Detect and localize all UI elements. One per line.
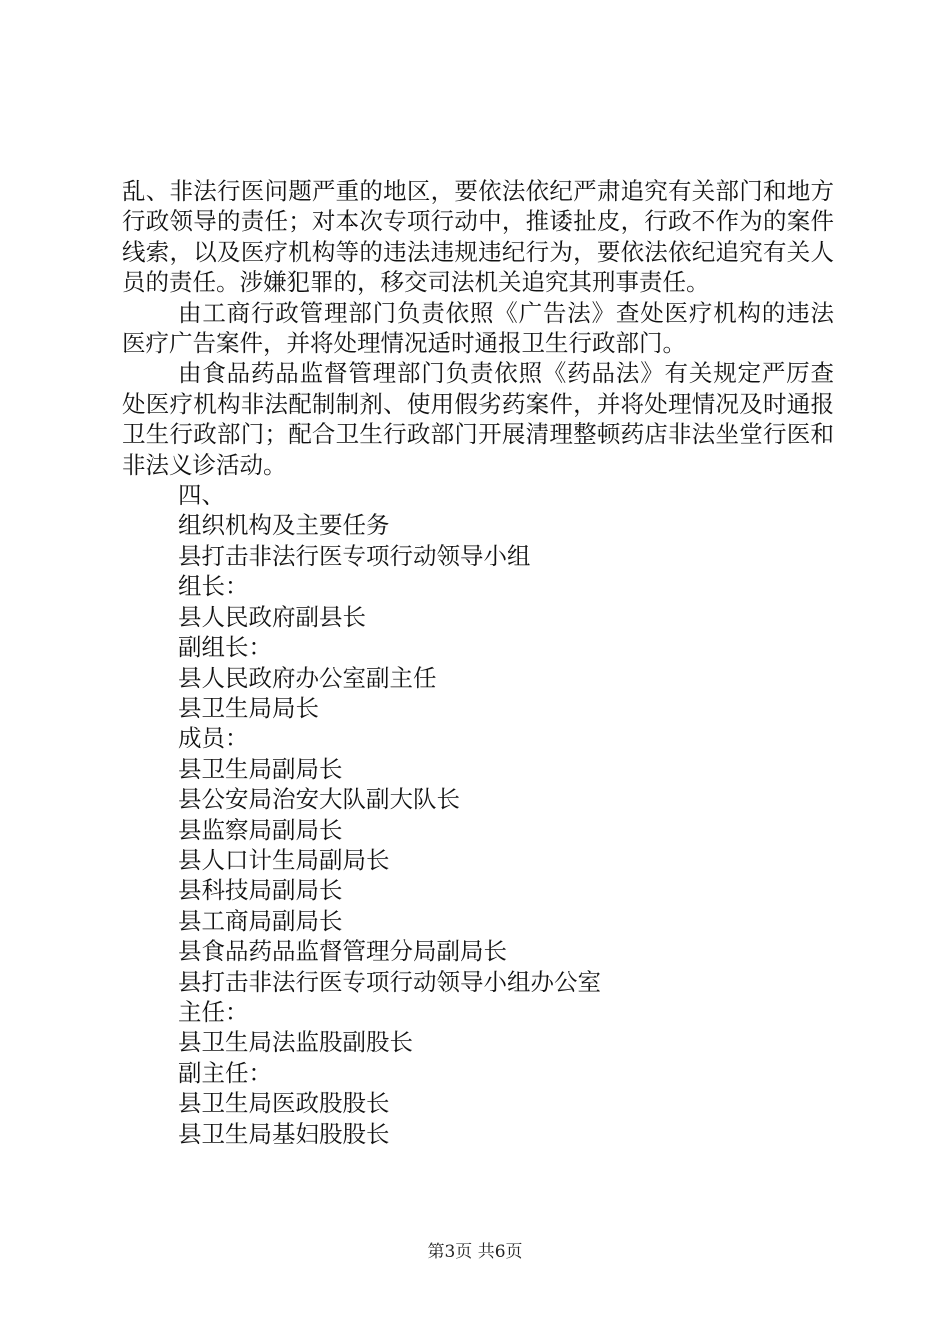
office-title: 县打击非法行医专项行动领导小组办公室 [178,967,601,996]
member-line: 县卫生局局长 [178,693,319,722]
member-line: 县卫生局法监股副股长 [178,1028,413,1057]
member-line: 县人民政府办公室副主任 [178,663,437,692]
section-number: 四、 [178,481,225,510]
paragraph-commerce-dept: 由工商行政管理部门负责依照《广告法》查处医疗机构的违法医疗广告案件，并将处理情况适时通报卫生行政部门。 [122,298,834,358]
paragraph-drug-dept: 由食品药品监督管理部门负责依照《药品法》有关规定严厉查处医疗机构非法配制制剂、使用假劣药案件，并将处理情况及时通报卫生行政部门；配合卫生行政部门开展清理整顿药店非法坐堂行医和非法义诊活动。 [122,359,834,479]
member-line: 县食品药品监督管理分局副局长 [178,937,507,966]
role-label: 副主任： [178,1058,272,1087]
role-label: 成员： [178,724,249,753]
member-line: 县监察局副局长 [178,815,343,844]
member-line: 县卫生局基妇股股长 [178,1119,390,1148]
member-line: 县卫生局医政股股长 [178,1089,390,1118]
section-heading: 组织机构及主要任务 [178,511,390,540]
member-line: 县科技局副局长 [178,876,343,905]
page-number-footer: 第3页 共6页 [427,1242,523,1262]
role-label: 主任： [178,997,249,1026]
role-label: 副组长： [178,633,272,662]
member-line: 县卫生局副局长 [178,754,343,783]
group-title: 县打击非法行医专项行动领导小组 [178,541,531,570]
member-line: 县工商局副局长 [178,906,343,935]
member-line: 县人口计生局副局长 [178,845,390,874]
document-body [122,176,834,1149]
member-line: 县人民政府副县长 [178,602,366,631]
member-line: 县公安局治安大队副大队长 [178,785,460,814]
paragraph-continuation: 乱、非法行医问题严重的地区，要依法依纪严肃追究有关部门和地方行政领导的责任；对本次专项行动中，推诿扯皮，行政不作为的案件线索，以及医疗机构等的违法违规违纪行为，要依法依纪追究有关人员的责任。涉嫌犯罪的，移交司法机关追究其刑事责任。 [122,177,834,297]
role-label: 组长： [178,572,249,601]
